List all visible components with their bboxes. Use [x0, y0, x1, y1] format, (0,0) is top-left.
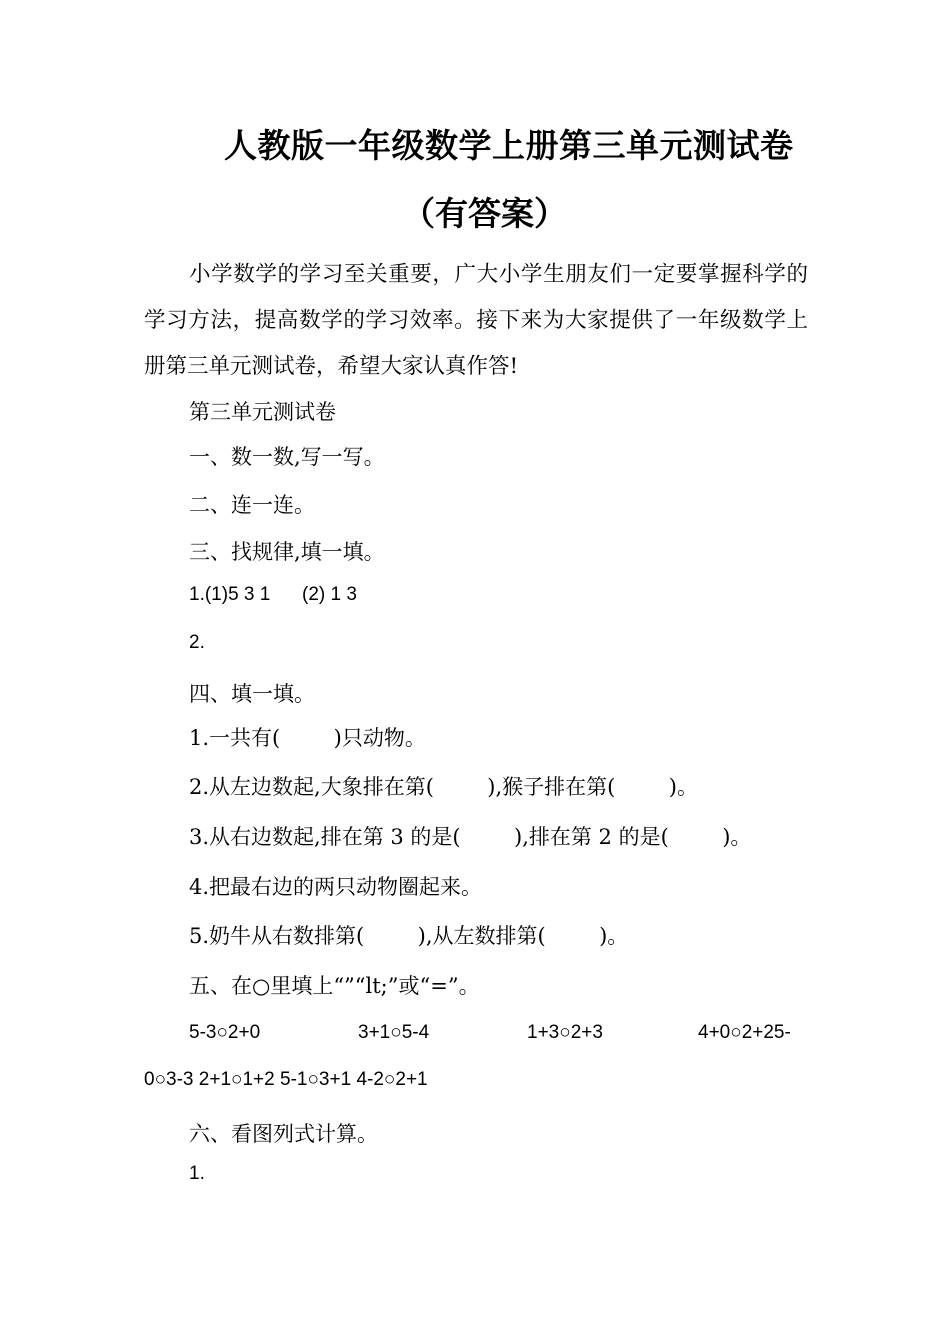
- intro-paragraph: 小学数学的学习至关重要，广大小学生朋友们一定要掌握科学的学习方法，提高数学的学习效率。接下来为大家提供了一年级数学上册第三单元测试卷，希望大家认真作答!: [144, 262, 808, 379]
- section-4-question-5: 5.奶牛从右数排第( ),从左数排第( )。: [189, 924, 629, 948]
- inequality-row-2: 0○3-3 2+1○1+2 5-1○3+1 4-2○2+1: [144, 1069, 428, 1090]
- section-4-question-2: 2.从左边数起,大象排在第( ),猴子排在第( )。: [189, 775, 698, 799]
- section-3-question-2: 2.: [189, 632, 205, 653]
- section-4-question-4: 4.把最右边的两只动物圈起来。: [189, 875, 483, 899]
- section-1-heading: 一、数一数,写一写。: [189, 445, 385, 469]
- section-3-heading: 三、找规律,填一填。: [189, 540, 385, 564]
- section-6-question-1: 1.: [189, 1163, 205, 1184]
- section-4-heading: 四、填一填。: [189, 682, 315, 706]
- inequality-item: 3+1○5-4: [358, 1022, 430, 1043]
- inequality-item: 4+0○2+25-: [698, 1022, 791, 1043]
- section-5-heading: 五、在○里填上“”“lt;”或“=”。: [189, 974, 480, 998]
- inequality-item: 5-3○2+0: [189, 1022, 261, 1043]
- section-heading: 第三单元测试卷: [189, 400, 336, 424]
- document-title: 人教版一年级数学上册第三单元测试卷: [224, 126, 794, 165]
- section-4-question-1: 1.一共有( )只动物。: [189, 726, 426, 750]
- document-subtitle: （有答案）: [402, 194, 567, 233]
- section-6-heading: 六、看图列式计算。: [189, 1122, 378, 1146]
- section-4-question-3: 3.从右边数起,排在第 3 的是( ),排在第 2 的是( )。: [189, 825, 752, 849]
- inequality-item: 1+3○2+3: [527, 1022, 603, 1043]
- section-2-heading: 二、连一连。: [189, 493, 315, 517]
- section-3-question-1: 1.(1)5 3 1 (2) 1 3: [189, 584, 357, 605]
